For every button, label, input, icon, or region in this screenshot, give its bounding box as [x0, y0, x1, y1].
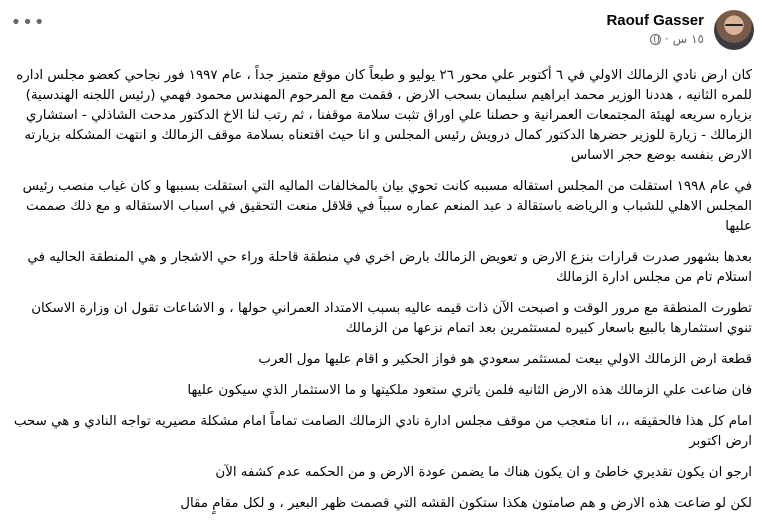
- post-body: [12, 66, 752, 525]
- avatar[interactable]: [714, 10, 754, 50]
- post-paragraph: فان ضاعت علي الزمالك هذه الارض الثانيه فلمن ياتري ستعود ملكيتها و ما الاستثمار الذي سيكون عليها: [187, 383, 752, 398]
- post-paragraph: لكن لو ضاعت هذه الارض و هم صامتون هكذا ستكون القشه التي قصمت ظهر البعير ، و لكل مقامٍ مقال: [180, 496, 752, 511]
- post-paragraph: بعدها بشهور صدرت قرارات بنزع الارض و تعويض الزمالك بارض اخري في منطقة قاحلة وراء حي الاشجار و هي المنطقة الحاليه في استلام تام من مجلس ادارة الزمالك: [27, 250, 752, 285]
- author-name[interactable]: Raouf Gasser: [606, 12, 704, 29]
- post-header: [606, 10, 754, 50]
- post-time[interactable]: ١٥ س: [672, 32, 704, 46]
- post-paragraph: قطعة ارض الزمالك الاولي بيعت لمستثمر سعودي هو فواز الحكير و اقام عليها مول العرب: [258, 352, 752, 367]
- post-meta: ١٥ س ·: [606, 32, 704, 46]
- post-paragraph: ارجو ان يكون تقديري خاطئ و ان يكون هناك ما يضمن عودة الارض و من الحكمه عدم كشفه الآن: [215, 465, 752, 480]
- post-paragraph: كان ارض نادي الزمالك الاولي في ٦ أكتوبر علي محور ٢٦ يوليو و طبعاً كان موقع متميز جداً ، عام ١٩٩٧ فور نجاحي كعضو مجلس اداره للمره الثانيه ، هددنا الوزير محمد ابراهيم سليمان بسحب الارض ، فقمت مع المرحوم المهندس محمود فهمي (رئيس اللجنه الهندسية) بزياره سريعه لهيئة المجتمعات العمرانية و حصلنا علي اوراق تثبت سلامة موقفنا ، ثم رتب لنا الاخ الدكتور مدحت الشاذلي - استشاري الزمالك - زيارة للوزير حضرها الدكتور كمال درويش رئيس المجلس و انا حيث اقتعناه بسلامة موقف الزمالك و انتهت المشكله بزيارته الارض بنفسه بوضع حجر الاساس: [16, 68, 752, 163]
- more-options-button[interactable]: [10, 11, 46, 33]
- more-options-icon: •••: [10, 11, 46, 33]
- globe-icon[interactable]: [650, 34, 661, 45]
- post-paragraph: امام كل هذا فالحقيقه ،،، انا متعجب من موقف مجلس ادارة نادي الزمالك الصامت تماماً امام مشكلة مصيريه تواجه النادي و هي سحب ارض اكتوبر: [13, 414, 752, 449]
- post-paragraph: تطورت المنطقة مع مرور الوقت و اصبحت الآن ذات قيمه عاليه بسبب الامتداد العمراني حولها ، و الاشاعات تقول ان وزارة الاسكان تنوي استثمارها بالبيع باسعار كبيره لمستثمرين بعد اتمام نزعها من الزمالك: [31, 301, 752, 336]
- post-paragraph: في عام ١٩٩٨ استقلت من المجلس استقاله مسببه كانت تحوي بيان بالمخالفات الماليه التي استقلت بسببها و كان غياب منصب رئيس المجلس الاهلي للشباب و الرياضه باستقالة د عبد المنعم عماره سبباً في قلاقل منعت التحقيق في اسباب الاستقاله و مع ذلك صممت عليها: [22, 179, 752, 234]
